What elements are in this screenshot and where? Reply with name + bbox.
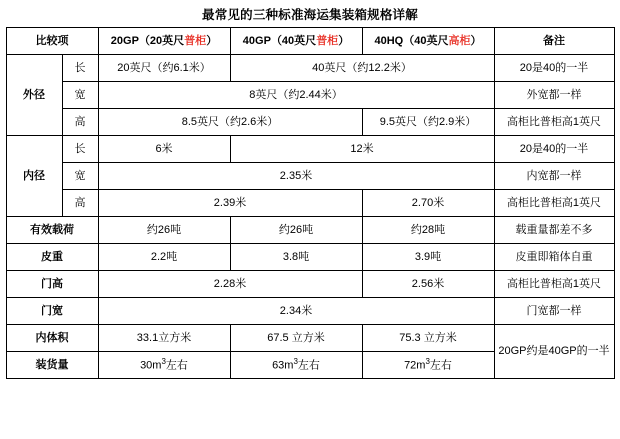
cell-value: 40英尺（约12.2米）	[230, 55, 494, 82]
cell-value: 2.34米	[98, 298, 494, 325]
cell-note: 皮重即箱体自重	[494, 244, 614, 271]
cell-value: 2.70米	[362, 190, 494, 217]
header-20gp-type: 普柜	[184, 34, 207, 47]
loading-40hq-post: 左右	[429, 360, 452, 372]
header-20gp-code: 20GP	[110, 34, 139, 47]
cell-value: 2.39米	[98, 190, 362, 217]
row-group-label-outer: 外径	[6, 55, 62, 136]
header-40hq-tail: ）	[470, 34, 482, 47]
header-40gp-code: 40GP	[242, 34, 271, 47]
cell-value: 约26吨	[230, 217, 362, 244]
cell-note: 高柜比普柜高1英尺	[494, 190, 614, 217]
loading-40gp-post: 左右	[297, 360, 320, 372]
row-label-payload: 有效载荷	[6, 217, 98, 244]
cell-value: 20英尺（约6.1米）	[98, 55, 230, 82]
cell-note: 20GP约是40GP的一半	[494, 325, 614, 379]
cell-value: 8英尺（约2.44米）	[98, 82, 494, 109]
cell-note: 内宽都一样	[494, 163, 614, 190]
cell-value	[98, 352, 230, 379]
header-20gp-tail: ）	[206, 34, 218, 47]
table-header-row	[6, 28, 614, 55]
row-label-tare: 皮重	[6, 244, 98, 271]
cell-note: 20是40的一半	[494, 136, 614, 163]
cell-note: 20是40的一半	[494, 55, 614, 82]
table-row	[6, 190, 614, 217]
header-20gp	[98, 28, 230, 55]
loading-40gp-number: 63m	[272, 360, 294, 372]
cell-value: 3.8吨	[230, 244, 362, 271]
header-40hq-code: 40HQ	[374, 34, 404, 47]
row-label-loading-capacity: 装货量	[6, 352, 98, 379]
table-row	[6, 163, 614, 190]
header-40gp-rest: （40英尺	[270, 34, 317, 47]
loading-40hq-number: 72m	[404, 360, 426, 372]
cell-value: 约28吨	[362, 217, 494, 244]
header-20gp-rest: （20英尺	[138, 34, 185, 47]
cell-value: 约26吨	[98, 217, 230, 244]
cell-value: 67.5 立方米	[230, 325, 362, 352]
header-40gp-type: 普柜	[316, 34, 339, 47]
table-row	[6, 109, 614, 136]
table-row	[6, 136, 614, 163]
loading-20gp-sup: 3	[161, 357, 166, 367]
cell-value: 2.28米	[98, 271, 362, 298]
page-title: 最常见的三种标准海运集装箱规格详解	[202, 8, 418, 22]
header-40gp	[230, 28, 362, 55]
cell-value: 2.35米	[98, 163, 494, 190]
header-40hq	[362, 28, 494, 55]
cell-value: 75.3 立方米	[362, 325, 494, 352]
row-label-door-height: 门高	[6, 271, 98, 298]
table-row	[6, 271, 614, 298]
container-spec-table	[6, 27, 615, 379]
header-40hq-rest: （40英尺	[403, 34, 449, 47]
header-compare-item: 比较项	[6, 28, 98, 55]
table-row	[6, 217, 614, 244]
cell-value: 12米	[230, 136, 494, 163]
cell-value	[362, 352, 494, 379]
table-row	[6, 82, 614, 109]
cell-value: 2.2吨	[98, 244, 230, 271]
cell-value: 33.1立方米	[98, 325, 230, 352]
cell-value: 2.56米	[362, 271, 494, 298]
loading-40hq-sup: 3	[425, 357, 430, 367]
table-row	[6, 244, 614, 271]
table-row	[6, 55, 614, 82]
cell-value	[230, 352, 362, 379]
row-sub-label: 长	[62, 55, 98, 82]
cell-value: 3.9吨	[362, 244, 494, 271]
row-label-door-width: 门宽	[6, 298, 98, 325]
table-row	[6, 325, 614, 352]
cell-note: 载重量都差不多	[494, 217, 614, 244]
cell-value: 9.5英尺（约2.9米）	[362, 109, 494, 136]
cell-note: 门宽都一样	[494, 298, 614, 325]
row-group-label-inner: 内径	[6, 136, 62, 217]
cell-value: 8.5英尺（约2.6米）	[98, 109, 362, 136]
loading-40gp-sup: 3	[293, 357, 298, 367]
row-sub-label: 宽	[62, 163, 98, 190]
row-label-volume: 内体积	[6, 325, 98, 352]
loading-20gp-number: 30m	[140, 360, 162, 372]
row-sub-label: 长	[62, 136, 98, 163]
cell-value: 6米	[98, 136, 230, 163]
header-40hq-type: 高柜	[448, 34, 471, 47]
loading-20gp-post: 左右	[165, 360, 188, 372]
cell-note: 高柜比普柜高1英尺	[494, 109, 614, 136]
header-remark: 备注	[494, 28, 614, 55]
cell-note: 外宽都一样	[494, 82, 614, 109]
row-sub-label: 宽	[62, 82, 98, 109]
header-40gp-tail: ）	[338, 34, 350, 47]
row-sub-label: 高	[62, 109, 98, 136]
cell-note: 高柜比普柜高1英尺	[494, 271, 614, 298]
row-sub-label: 高	[62, 190, 98, 217]
table-row	[6, 298, 614, 325]
